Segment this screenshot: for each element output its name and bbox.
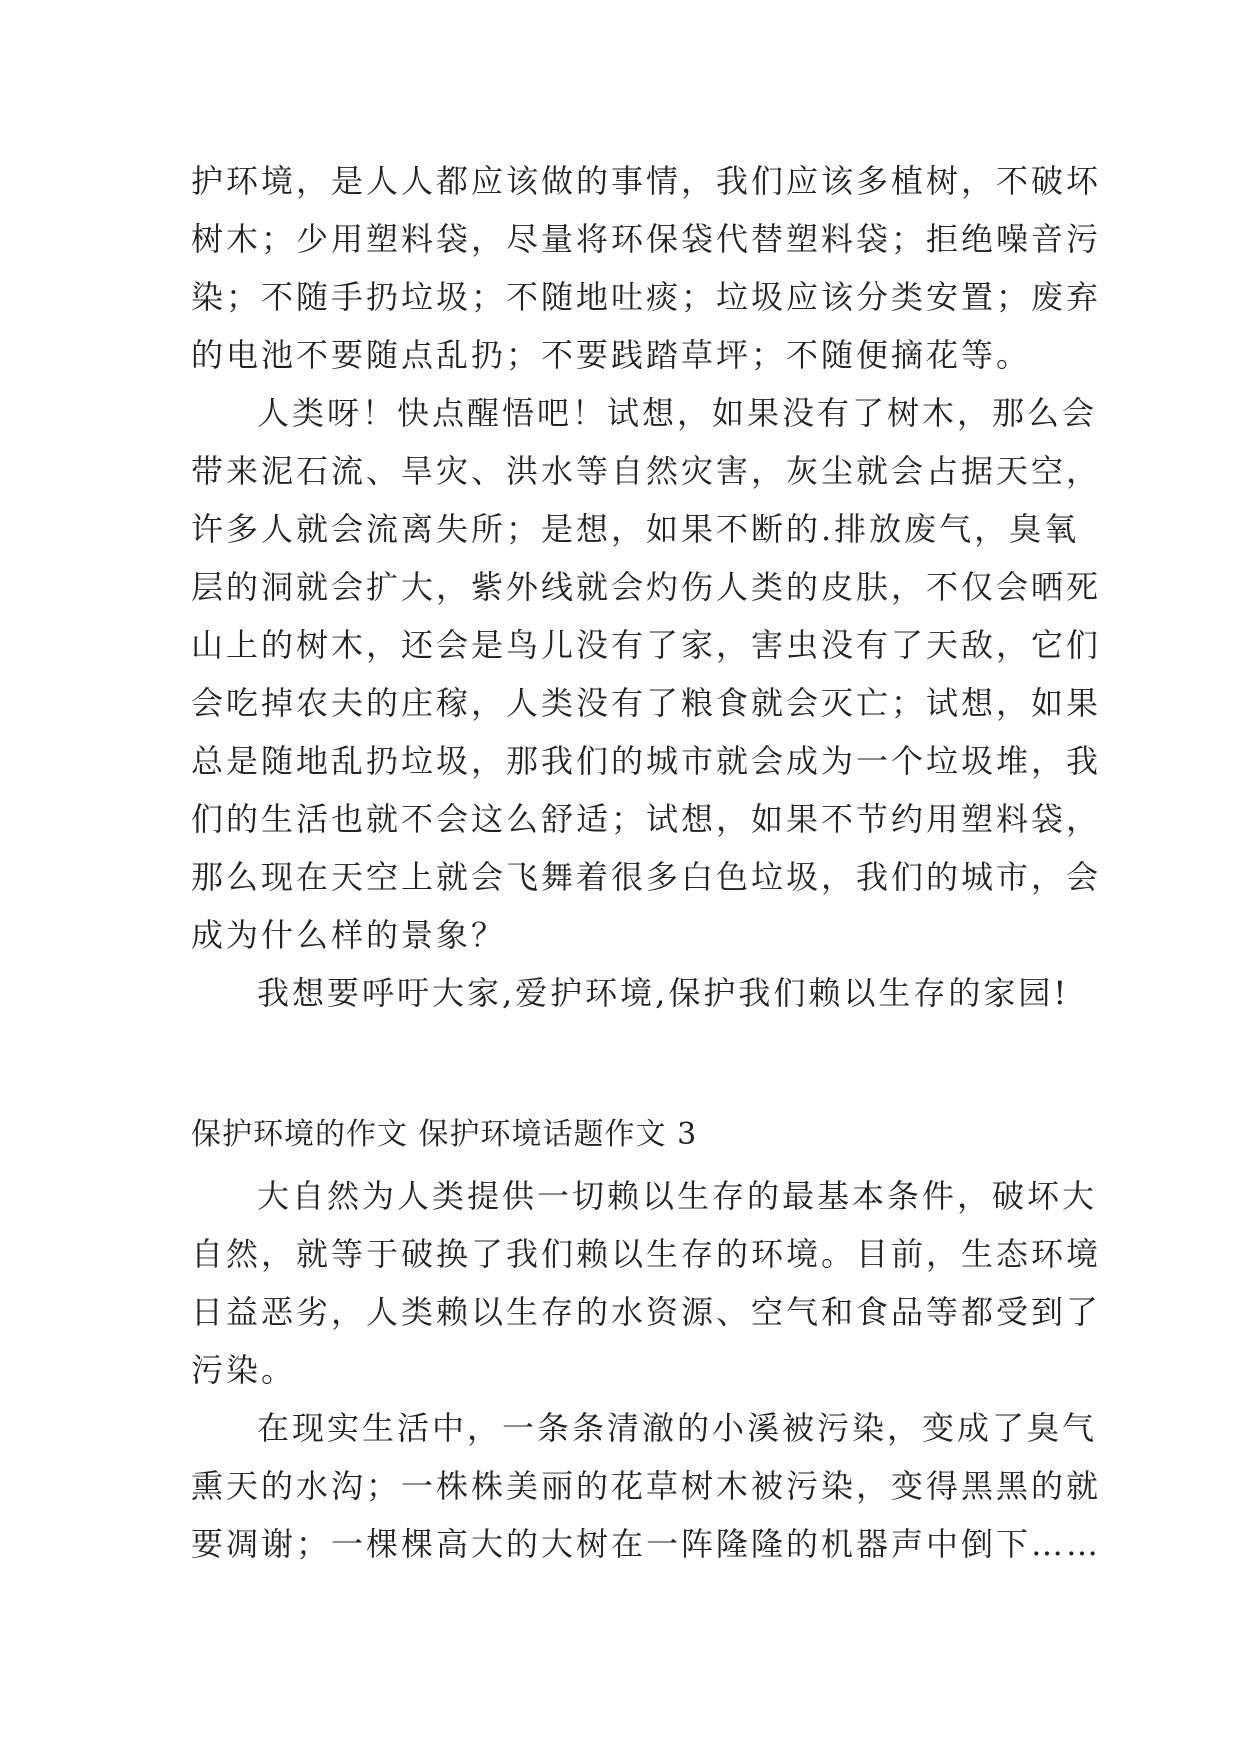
text-line: 染；不随手扔垃圾；不随地吐痰；垃圾应该分类安置；废弃	[191, 278, 1102, 316]
text-line: 护环境，是人人都应该做的事情，我们应该多植树，不破坏	[191, 162, 1102, 200]
text-line: 我想要呼吁大家,爱护环境,保护我们赖以生存的家园!	[257, 974, 1070, 1012]
text-line: 成为什么样的景象？	[191, 916, 507, 954]
paragraph-continued	[191, 152, 1102, 384]
text-line: 许多人就会流离失所；是想，如果不断的.排放废气，臭氧	[191, 510, 1080, 548]
text-line: 山上的树木，还会是鸟儿没有了家，害虫没有了天敌，它们	[191, 626, 1102, 664]
text-line: 的电池不要随点乱扔；不要践踏草坪；不随便摘花等。	[191, 336, 1032, 374]
text-line: 日益恶劣，人类赖以生存的水资源、空气和食品等都受到了	[191, 1293, 1102, 1331]
text-line: 大自然为人类提供一切赖以生存的最基本条件，破坏大	[257, 1177, 1098, 1215]
text-line: 带来泥石流、旱灾、洪水等自然灾害，灰尘就会占据天空，	[191, 452, 1102, 490]
paragraph-5	[191, 1399, 1102, 1573]
text-line: 人类呀！快点醒悟吧！试想，如果没有了树木，那么会	[257, 394, 1098, 432]
paragraph-3	[191, 964, 1070, 1022]
text-line: 污染。	[191, 1351, 297, 1389]
text-line: 会吃掉农夫的庄稼，人类没有了粮食就会灭亡；试想，如果	[191, 684, 1102, 722]
text-line: 熏天的水沟；一株株美丽的花草树木被污染，变得黑黑的就	[191, 1467, 1102, 1505]
text-line: 树木；少用塑料袋，尽量将环保袋代替塑料袋；拒绝噪音污	[191, 220, 1102, 258]
text-line: 要凋谢；一棵棵高大的大树在一阵隆隆的机器声中倒下……	[191, 1525, 1102, 1563]
text-line: 层的洞就会扩大，紫外线就会灼伤人类的皮肤，不仅会晒死	[191, 568, 1102, 606]
text-line: 在现实生活中，一条条清澈的小溪被污染，变成了臭气	[257, 1409, 1098, 1447]
text-line: 总是随地乱扔垃圾，那我们的城市就会成为一个垃圾堆，我	[191, 742, 1102, 780]
text-line: 们的生活也就不会这么舒适；试想，如果不节约用塑料袋，	[191, 800, 1102, 838]
section-heading: 保护环境的作文 保护环境话题作文 3	[191, 1117, 698, 1152]
paragraph-2	[191, 384, 1102, 964]
text-line: 那么现在天空上就会飞舞着很多白色垃圾，我们的城市，会	[191, 858, 1102, 896]
text-line: 自然，就等于破换了我们赖以生存的环境。目前，生态环境	[191, 1235, 1102, 1273]
paragraph-4	[191, 1167, 1102, 1399]
